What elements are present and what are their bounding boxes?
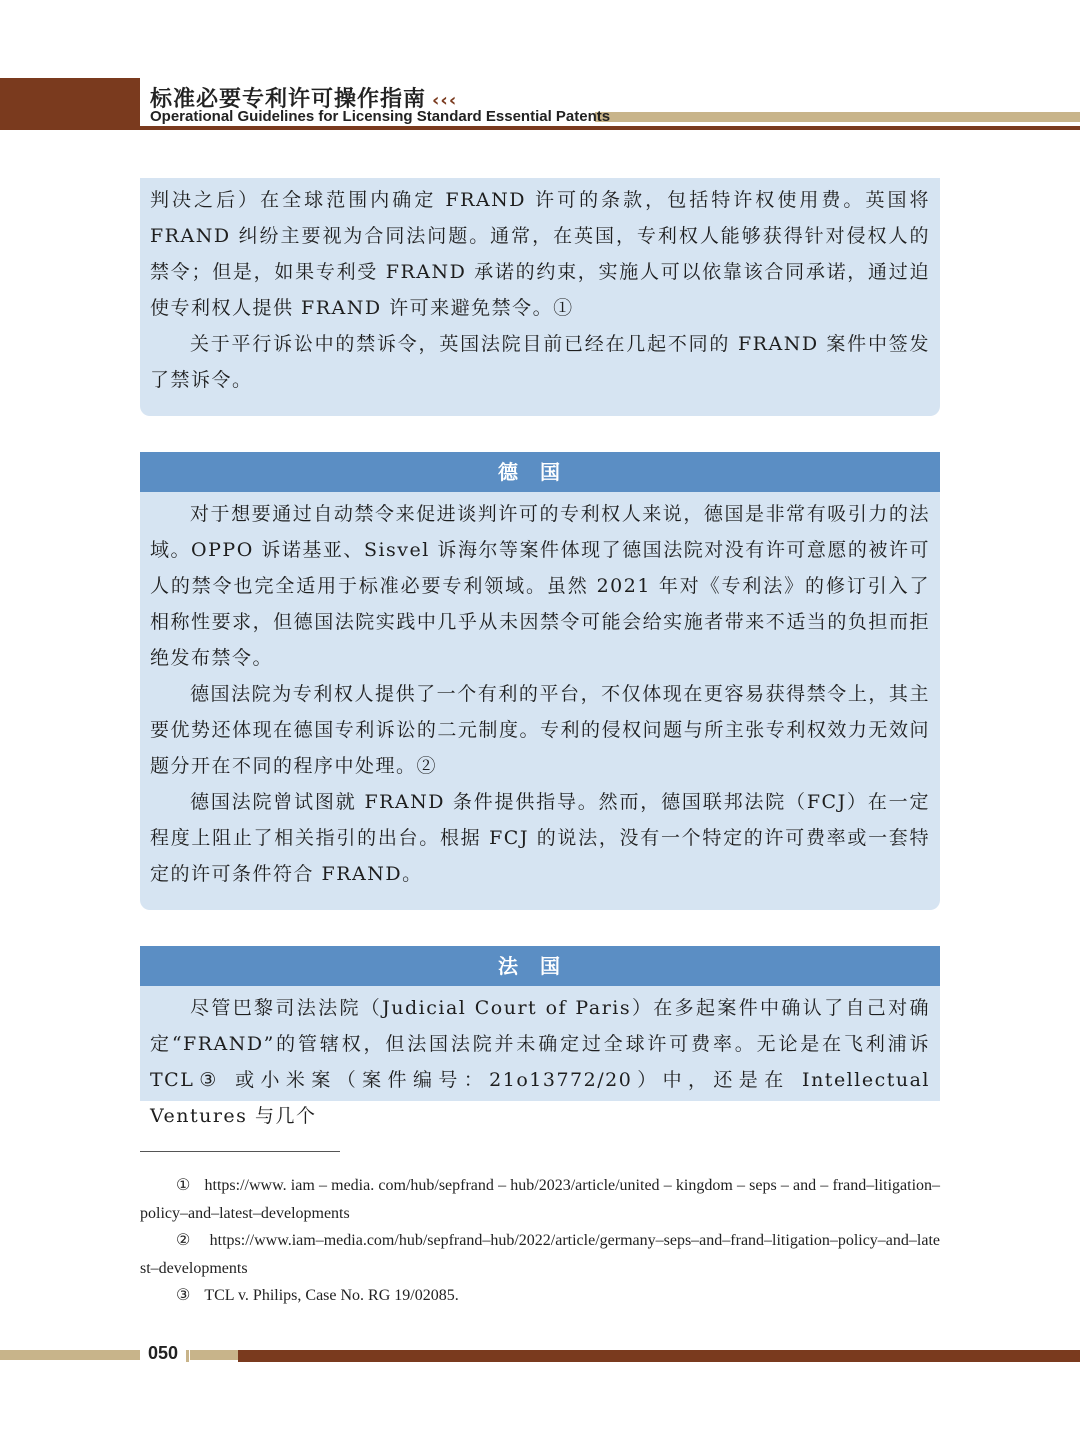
germany-heading: 德国 — [140, 452, 940, 492]
footnote-2-text: https://www.iam–media.com/hub/sepfrand–hub/2022/article/germany–seps–and–frand–litigation–policy–and–latest–developments — [140, 1232, 940, 1277]
footnote-2-mark: ② — [176, 1232, 196, 1249]
chevrons-icon: ‹‹‹ — [432, 90, 458, 111]
germany-section-box — [140, 452, 940, 910]
header-tan-bar — [595, 112, 1080, 122]
footer-tan-bar-left — [0, 1350, 140, 1360]
germany-paragraph-3: 德国法院曾试图就 FRAND 条件提供指导。然而，德国联邦法院（FCJ）在一定程度上阻止了相关指引的出台。根据 FCJ 的说法，没有一个特定的许可费率或一套特定的许可条件符合 FRAND。 — [150, 791, 930, 885]
germany-paragraph-2: 德国法院为专利权人提供了一个有利的平台，不仅体现在更容易获得禁令上，其主要优势还体现在德国专利诉讼的二元制度。专利的侵权问题与所主张专利权效力无效问题分开在不同的程序中处理。② — [150, 683, 930, 777]
header-title-en: Operational Guidelines for Licensing Standard Essential Patents — [150, 108, 611, 125]
footer-brown-bar — [238, 1350, 1080, 1362]
germany-paragraph-1: 对于想要通过自动禁令来促进谈判许可的专利权人来说，德国是非常有吸引力的法域。OPPO 诉诺基亚、Sisvel 诉海尔等案件体现了德国法院对没有许可意愿的被许可人的禁令也完全适用于标准必要专利领域。虽然 2021 年对《专利法》的修订引入了相称性要求，但德国法院实践中几乎从未因禁令可能会给实施者带来不适当的负担而拒绝发布禁令。 — [150, 503, 930, 669]
header-rule — [0, 126, 1080, 130]
footnote-3-mark: ③ — [176, 1287, 191, 1304]
footnote-3 — [140, 1282, 940, 1310]
uk-section-box — [140, 178, 940, 416]
uk-paragraph-1: 判决之后）在全球范围内确定 FRAND 许可的条款，包括特许权使用费。英国将 FRAND 纠纷主要视为合同法问题。通常，在英国，专利权人能够获得针对侵权人的禁令；但是，如果专利受 FRAND 承诺的约束，实施人可以依靠该合同承诺，通过迫使专利权人提供 FRAND 许可来避免禁令。① — [150, 189, 930, 319]
footnotes — [140, 1172, 940, 1310]
header-title-cn-text: 标准必要专利许可操作指南 — [150, 87, 427, 112]
germany-section-body — [140, 492, 940, 892]
france-paragraph-1: 尽管巴黎司法法院（Judicial Court of Paris）在多起案件中确认了自己对确定“FRAND”的管辖权，但法国法院并未确定过全球许可费率。无论是在飞利浦诉 TCL③ 或小米案（案件编号：21o13772/20）中，还是在 Intellectual Ventures 与几个 — [150, 997, 930, 1127]
footer-tick — [186, 1350, 189, 1362]
france-heading: 法国 — [140, 946, 940, 986]
page-number: 050 — [148, 1343, 179, 1363]
footnote-rule — [140, 1151, 340, 1152]
header-brown-block — [0, 78, 140, 130]
footnote-3-text: TCL v. Philips, Case No. RG 19/02085. — [204, 1287, 459, 1304]
footnote-1-mark: ① — [176, 1177, 191, 1194]
france-section-body — [140, 986, 940, 1134]
footnote-1-text: https://www. iam – media. com/hub/sepfrand – hub/2023/article/united – kingdom – seps – and – frand–litigation–policy–and–latest–developments — [140, 1177, 941, 1222]
uk-paragraph-2: 关于平行诉讼中的禁诉令，英国法院目前已经在几起不同的 FRAND 案件中签发了禁诉令。 — [150, 333, 930, 391]
france-section-box — [140, 946, 940, 1127]
footnote-1 — [140, 1172, 940, 1227]
footnote-2 — [140, 1227, 940, 1282]
footer-tan-bar-mid — [190, 1350, 238, 1360]
uk-section-body — [140, 178, 940, 398]
